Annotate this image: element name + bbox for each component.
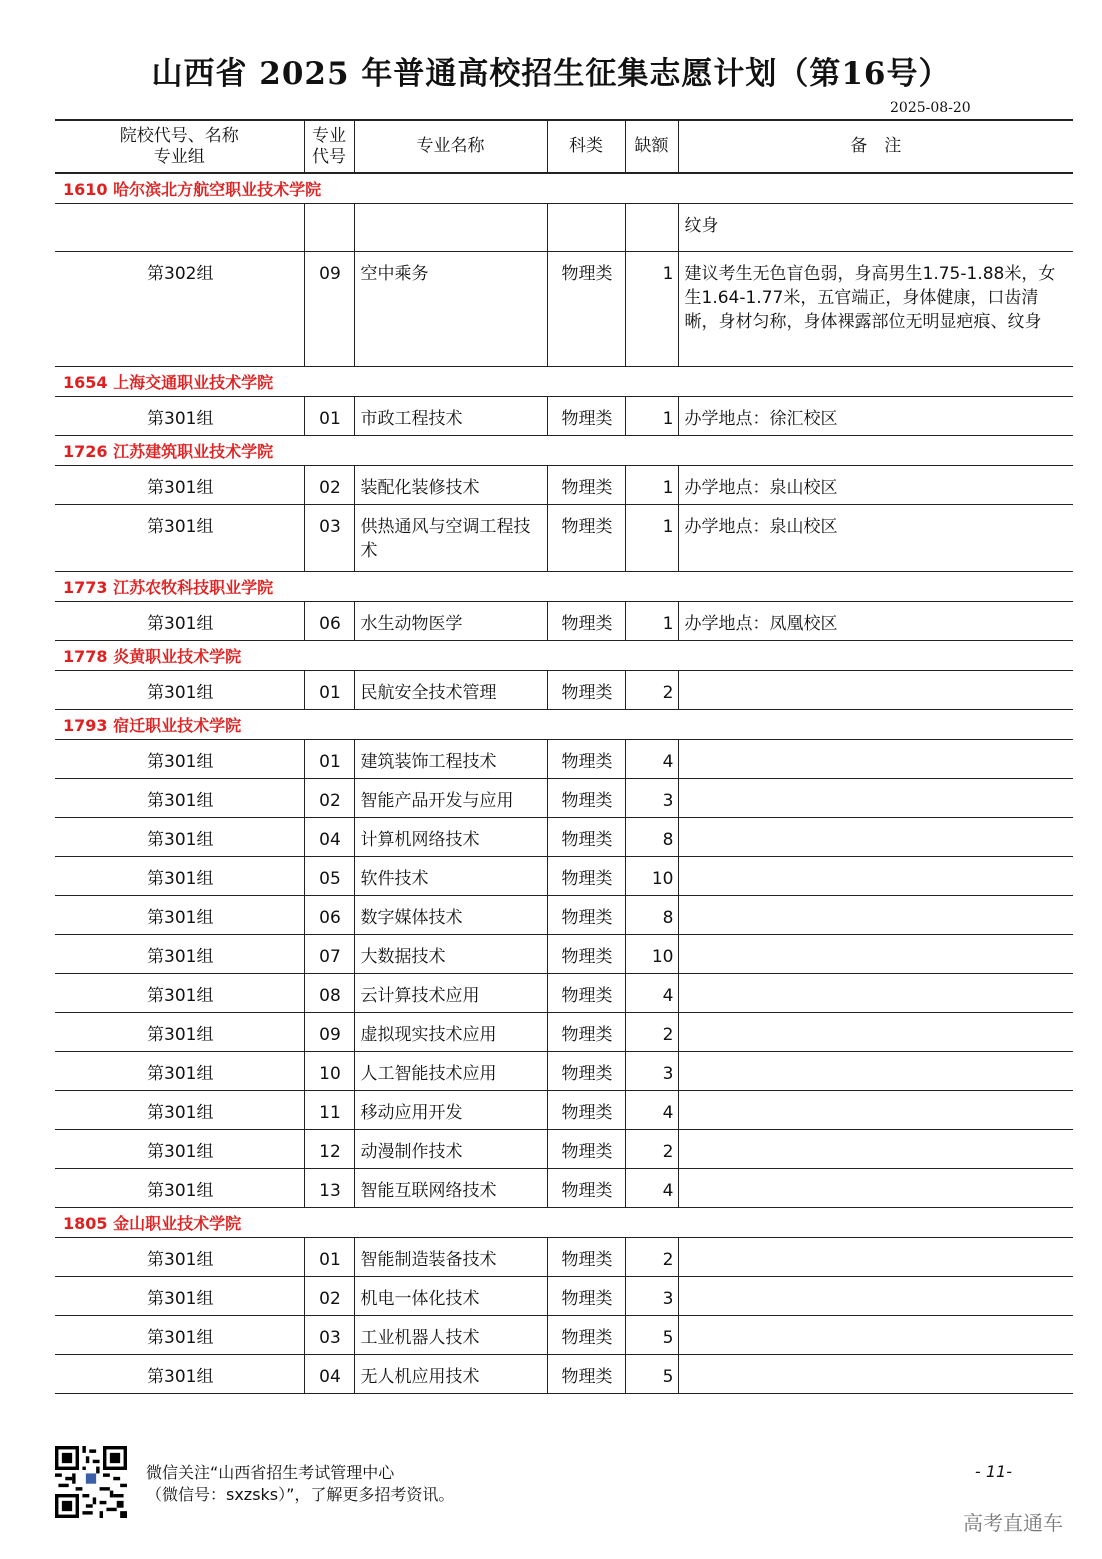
- table-row: [55, 974, 1073, 1013]
- major-cell: 建筑装饰工程技术: [354, 740, 547, 779]
- institution-name: 1726 江苏建筑职业技术学院: [55, 436, 1073, 466]
- major-cell: 工业机器人技术: [354, 1316, 547, 1355]
- major-cell: 移动应用开发: [354, 1091, 547, 1130]
- code-cell: 09: [304, 1013, 354, 1052]
- note-cell: [678, 974, 1073, 1013]
- category-cell: 物理类: [547, 397, 625, 436]
- footer-line-1: 微信关注“山西省招生考试管理中心: [146, 1463, 395, 1482]
- quota-cell: 1: [625, 466, 678, 505]
- code-cell: 06: [304, 602, 354, 641]
- major-cell: 人工智能技术应用: [354, 1052, 547, 1091]
- group-cell: 第301组: [55, 1052, 304, 1091]
- note-cell: 办学地点：徐汇校区: [678, 397, 1073, 436]
- major-cell: 计算机网络技术: [354, 818, 547, 857]
- group-cell: 第301组: [55, 671, 304, 710]
- category-cell: 物理类: [547, 779, 625, 818]
- institution-row: [55, 173, 1073, 204]
- note-cell: [678, 857, 1073, 896]
- table-row: [55, 818, 1073, 857]
- watermark: 高考直通车: [963, 1511, 1063, 1535]
- institution-name: 1610 哈尔滨北方航空职业技术学院: [55, 173, 1073, 204]
- header-category: 科类: [547, 120, 625, 173]
- quota-cell: 1: [625, 252, 678, 367]
- major-cell: 云计算技术应用: [354, 974, 547, 1013]
- category-cell: 物理类: [547, 818, 625, 857]
- page-title: 山西省 2025 年普通高校招生征集志愿计划（第16号）: [151, 56, 951, 92]
- note-cell: [678, 740, 1073, 779]
- category-cell: 物理类: [547, 1355, 625, 1394]
- group-cell: 第301组: [55, 857, 304, 896]
- note-cell: [678, 1277, 1073, 1316]
- category-cell: [547, 204, 625, 252]
- note-cell: [678, 818, 1073, 857]
- major-cell: 智能互联网络技术: [354, 1169, 547, 1208]
- institution-name: 1805 金山职业技术学院: [55, 1208, 1073, 1238]
- major-cell: 水生动物医学: [354, 602, 547, 641]
- group-cell: 第301组: [55, 896, 304, 935]
- group-cell: 第301组: [55, 1238, 304, 1277]
- code-cell: [304, 204, 354, 252]
- table-header: [55, 120, 1073, 173]
- note-cell: [678, 1238, 1073, 1277]
- code-cell: 12: [304, 1130, 354, 1169]
- quota-cell: 2: [625, 1013, 678, 1052]
- major-cell: 空中乘务: [354, 252, 547, 367]
- major-cell: 智能制造装备技术: [354, 1238, 547, 1277]
- quota-cell: 1: [625, 602, 678, 641]
- code-cell: 07: [304, 935, 354, 974]
- major-cell: 虚拟现实技术应用: [354, 1013, 547, 1052]
- code-cell: 01: [304, 740, 354, 779]
- category-cell: 物理类: [547, 252, 625, 367]
- group-cell: [55, 204, 304, 252]
- quota-cell: 10: [625, 935, 678, 974]
- table-row: [55, 1130, 1073, 1169]
- group-cell: 第301组: [55, 602, 304, 641]
- code-cell: 02: [304, 779, 354, 818]
- note-cell: 办学地点：泉山校区: [678, 505, 1073, 572]
- note-cell: [678, 1013, 1073, 1052]
- note-cell: [678, 779, 1073, 818]
- table-row: [55, 252, 1073, 367]
- institution-name: 1773 江苏农牧科技职业学院: [55, 572, 1073, 602]
- category-cell: 物理类: [547, 935, 625, 974]
- header-quota: 缺额: [625, 120, 678, 173]
- quota-cell: 8: [625, 896, 678, 935]
- group-cell: 第301组: [55, 935, 304, 974]
- table-row: [55, 857, 1073, 896]
- group-cell: 第301组: [55, 397, 304, 436]
- table-row: [55, 204, 1073, 252]
- major-cell: 无人机应用技术: [354, 1355, 547, 1394]
- table-row: [55, 1316, 1073, 1355]
- footer-note: [146, 1462, 454, 1506]
- quota-cell: 3: [625, 779, 678, 818]
- table-row: [55, 1013, 1073, 1052]
- major-cell: 软件技术: [354, 857, 547, 896]
- quota-cell: 5: [625, 1316, 678, 1355]
- note-cell: [678, 935, 1073, 974]
- group-cell: 第301组: [55, 1169, 304, 1208]
- group-cell: 第301组: [55, 1091, 304, 1130]
- institution-row: [55, 641, 1073, 671]
- code-cell: 08: [304, 974, 354, 1013]
- group-cell: 第301组: [55, 740, 304, 779]
- quota-cell: 1: [625, 397, 678, 436]
- major-cell: 数字媒体技术: [354, 896, 547, 935]
- institution-name: 1778 炎黄职业技术学院: [55, 641, 1073, 671]
- table-row: [55, 779, 1073, 818]
- table-row: [55, 505, 1073, 572]
- table-row: [55, 397, 1073, 436]
- table-row: [55, 671, 1073, 710]
- group-cell: 第301组: [55, 466, 304, 505]
- quota-cell: 10: [625, 857, 678, 896]
- table-row: [55, 602, 1073, 641]
- table-row: [55, 466, 1073, 505]
- category-cell: 物理类: [547, 671, 625, 710]
- quota-cell: 8: [625, 818, 678, 857]
- quota-cell: 2: [625, 1130, 678, 1169]
- category-cell: 物理类: [547, 1238, 625, 1277]
- category-cell: 物理类: [547, 1013, 625, 1052]
- category-cell: 物理类: [547, 974, 625, 1013]
- category-cell: 物理类: [547, 1130, 625, 1169]
- header-group: 院校代号、名称 专业组: [55, 120, 304, 173]
- major-cell: [354, 204, 547, 252]
- table-row: [55, 1052, 1073, 1091]
- category-cell: 物理类: [547, 896, 625, 935]
- quota-cell: 4: [625, 974, 678, 1013]
- group-cell: 第301组: [55, 1013, 304, 1052]
- code-cell: 01: [304, 671, 354, 710]
- category-cell: 物理类: [547, 602, 625, 641]
- table-row: [55, 1091, 1073, 1130]
- quota-cell: [625, 204, 678, 252]
- code-cell: 04: [304, 818, 354, 857]
- note-cell: [678, 1091, 1073, 1130]
- code-cell: 06: [304, 896, 354, 935]
- category-cell: 物理类: [547, 1316, 625, 1355]
- code-cell: 03: [304, 505, 354, 572]
- plan-table: [55, 119, 1073, 1394]
- category-cell: 物理类: [547, 857, 625, 896]
- table-row: [55, 896, 1073, 935]
- quota-cell: 4: [625, 740, 678, 779]
- header-note: 备 注: [678, 120, 1073, 173]
- group-cell: 第302组: [55, 252, 304, 367]
- code-cell: 11: [304, 1091, 354, 1130]
- code-cell: 10: [304, 1052, 354, 1091]
- institution-name: 1654 上海交通职业技术学院: [55, 367, 1073, 397]
- note-cell: [678, 1316, 1073, 1355]
- note-cell: 办学地点：泉山校区: [678, 466, 1073, 505]
- note-cell: [678, 671, 1073, 710]
- code-cell: 03: [304, 1316, 354, 1355]
- footer-line-2: （微信号：sxzsks）”，了解更多招考资讯。: [146, 1485, 455, 1504]
- table-row: [55, 1355, 1073, 1394]
- institution-row: [55, 367, 1073, 397]
- note-cell: [678, 1130, 1073, 1169]
- institution-row: [55, 572, 1073, 602]
- major-cell: 民航安全技术管理: [354, 671, 547, 710]
- major-cell: 供热通风与空调工程技术: [354, 505, 547, 572]
- quota-cell: 2: [625, 671, 678, 710]
- note-cell: [678, 1355, 1073, 1394]
- institution-row: [55, 436, 1073, 466]
- qr-code-icon: [55, 1446, 127, 1518]
- header-code: 专业 代号: [304, 120, 354, 173]
- quota-cell: 3: [625, 1277, 678, 1316]
- note-cell: 纹身: [678, 204, 1073, 252]
- table-row: [55, 1238, 1073, 1277]
- group-cell: 第301组: [55, 1355, 304, 1394]
- institution-name: 1793 宿迁职业技术学院: [55, 710, 1073, 740]
- note-cell: 建议考生无色盲色弱，身高男生1.75-1.88米，女生1.64-1.77米，五官端正，身体健康，口齿清晰，身材匀称，身体裸露部位无明显疤痕、纹身: [678, 252, 1073, 367]
- quota-cell: 3: [625, 1052, 678, 1091]
- group-cell: 第301组: [55, 505, 304, 572]
- quota-cell: 5: [625, 1355, 678, 1394]
- code-cell: 01: [304, 1238, 354, 1277]
- category-cell: 物理类: [547, 505, 625, 572]
- category-cell: 物理类: [547, 1169, 625, 1208]
- table-row: [55, 740, 1073, 779]
- page-number: - 11-: [975, 1462, 1012, 1481]
- code-cell: 04: [304, 1355, 354, 1394]
- institution-row: [55, 710, 1073, 740]
- code-cell: 02: [304, 1277, 354, 1316]
- quota-cell: 4: [625, 1169, 678, 1208]
- category-cell: 物理类: [547, 740, 625, 779]
- note-cell: 办学地点：凤凰校区: [678, 602, 1073, 641]
- major-cell: 装配化装修技术: [354, 466, 547, 505]
- note-cell: [678, 1169, 1073, 1208]
- code-cell: 01: [304, 397, 354, 436]
- table-row: [55, 935, 1073, 974]
- group-cell: 第301组: [55, 1316, 304, 1355]
- code-cell: 09: [304, 252, 354, 367]
- quota-cell: 4: [625, 1091, 678, 1130]
- group-cell: 第301组: [55, 1277, 304, 1316]
- table-row: [55, 1169, 1073, 1208]
- category-cell: 物理类: [547, 1052, 625, 1091]
- major-cell: 动漫制作技术: [354, 1130, 547, 1169]
- major-cell: 市政工程技术: [354, 397, 547, 436]
- major-cell: 大数据技术: [354, 935, 547, 974]
- note-cell: [678, 896, 1073, 935]
- group-cell: 第301组: [55, 974, 304, 1013]
- note-cell: [678, 1052, 1073, 1091]
- category-cell: 物理类: [547, 1277, 625, 1316]
- header-major: 专业名称: [354, 120, 547, 173]
- group-cell: 第301组: [55, 1130, 304, 1169]
- category-cell: 物理类: [547, 1091, 625, 1130]
- major-cell: 机电一体化技术: [354, 1277, 547, 1316]
- group-cell: 第301组: [55, 779, 304, 818]
- category-cell: 物理类: [547, 466, 625, 505]
- code-cell: 02: [304, 466, 354, 505]
- code-cell: 13: [304, 1169, 354, 1208]
- quota-cell: 1: [625, 505, 678, 572]
- publish-date: 2025-08-20: [890, 100, 971, 116]
- institution-row: [55, 1208, 1073, 1238]
- code-cell: 05: [304, 857, 354, 896]
- table-row: [55, 1277, 1073, 1316]
- quota-cell: 2: [625, 1238, 678, 1277]
- major-cell: 智能产品开发与应用: [354, 779, 547, 818]
- group-cell: 第301组: [55, 818, 304, 857]
